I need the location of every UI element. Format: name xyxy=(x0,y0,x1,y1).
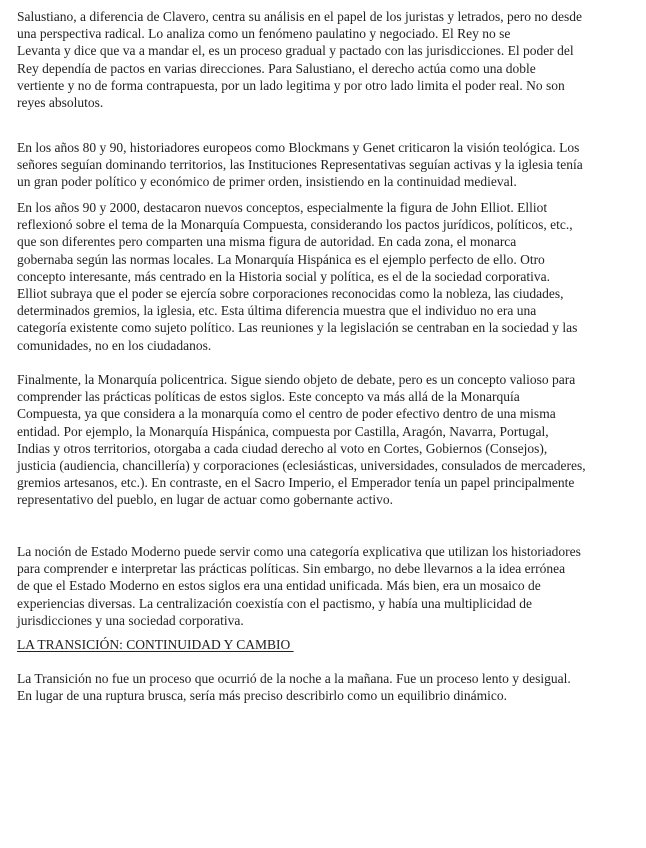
text-line: que son diferentes pero comparten una misma figura de autoridad. En cada zona, el monarca xyxy=(17,234,517,250)
text-line: Salustiano, a diferencia de Clavero, centra su análisis en el papel de los juristas y letrados, pero no desde xyxy=(17,9,582,24)
text-line: En los años 90 y 2000, destacaron nuevos conceptos, especialmente la figura de John Elliot. Elliot xyxy=(17,200,548,215)
paragraph xyxy=(17,8,642,111)
text-line: En los años 80 y 90, historiadores europeos como Blockmans y Genet criticaron la visión teológica. Los xyxy=(17,140,580,155)
text-line: comunidades, no en los ciudadanos. xyxy=(17,337,212,353)
text-line: para comprender e interpretar las prácticas políticas. Sin embargo, no debe llevarnos a la idea errónea xyxy=(17,561,566,577)
text-line: Indias y otros territorios, otorgaba a cada ciudad derecho al voto en Cortes, Gobiernos (Consejos), xyxy=(17,440,548,456)
text-line: Elliot subraya que el poder se ejercía sobre corporaciones reconocidas como la nobleza, las ciudades, xyxy=(17,285,564,301)
text-line: reyes absolutos. xyxy=(17,94,104,110)
text-line: jurisdicciones y una sociedad corporativa. xyxy=(17,612,244,628)
paragraph xyxy=(17,199,642,354)
text-line: entidad. Por ejemplo, la Monarquía Hispánica, compuesta por Castilla, Aragón, Navarra, Portugal, xyxy=(17,423,549,439)
text-line: gremios artesanos, etc.). En contraste, en el Sacro Imperio, el Emperador tenía un papel principalmente xyxy=(17,475,575,491)
text-line: reflexionó sobre el tema de la Monarquía Compuesta, considerando los pactos jurídicos, políticos, etc., xyxy=(17,217,573,233)
text-line: gobernaba según las normas locales. La Monarquía Hispánica es el ejemplo perfecto de ello. Otro xyxy=(17,251,545,267)
text-line: Levanta y dice que va a mandar el, es un proceso gradual y pactado con las jurisdicciones. El poder del xyxy=(17,43,574,59)
text-line: un gran poder político y económico de primer orden, insistiendo en la continuidad medieval. xyxy=(17,174,517,190)
text-line: En lugar de una ruptura brusca, sería más preciso describirlo como un equilibrio dinámico. xyxy=(17,688,507,704)
paragraph xyxy=(17,371,642,509)
text-line: justicia (audiencia, chancillería) y corporaciones (eclesiásticas, universidades, consulados de mercaderes, xyxy=(17,457,586,473)
text-line: señores seguían dominando territorios, las Instituciones Representativas seguían activas y la iglesia tenía xyxy=(17,157,583,173)
text-line: de que el Estado Moderno en estos siglos era una entidad unificada. Más bien, era un mosaico de xyxy=(17,578,541,594)
text-line: categoría existente como sujeto político. Las reuniones y la legislación se centraban en la sociedad y las xyxy=(17,320,578,336)
paragraph xyxy=(17,543,642,629)
paragraph xyxy=(17,670,642,704)
text-line: concepto interesante, más centrado en la Historia social y política, es el de la sociedad corporativa. xyxy=(17,268,551,284)
text-line: Finalmente, la Monarquía policentrica. Sigue siendo objeto de debate, pero es un concepto valioso para xyxy=(17,372,576,387)
text-line: Rey dependía de pactos en varias direcciones. Para Salustiano, el derecho actúa como una doble xyxy=(17,60,536,76)
text-line: representativo del pueblo, en lugar de actuar como gobernante activo. xyxy=(17,492,393,508)
text-line: Compuesta, ya que considera a la monarquía como el centro de poder efectivo dentro de una misma xyxy=(17,406,556,422)
paragraph xyxy=(17,139,642,191)
text-line: una perspectiva radical. Lo analiza como un fenómeno paulatino y negociado. El Rey no se xyxy=(17,26,511,42)
text-line: La noción de Estado Moderno puede servir como una categoría explicativa que utilizan los historiadores xyxy=(17,544,581,559)
section-heading: LA TRANSICIÓN: CONTINUIDAD Y CAMBIO xyxy=(17,637,294,652)
text-line: La Transición no fue un proceso que ocurrió de la noche a la mañana. Fue un proceso lento y desigual. xyxy=(17,671,571,686)
text-line: determinados gremios, la iglesia, etc. Esta última diferencia muestra que el individuo no era una xyxy=(17,303,537,319)
text-line: experiencias diversas. La centralización coexistía con el pactismo, y había una multiplicidad de xyxy=(17,595,533,611)
text-line: comprender las prácticas políticas de estos siglos. Este concepto va más allá de la Monarquía xyxy=(17,389,520,405)
text-line: vertiente y no de forma contrapuesta, por un lado legitima y por otro lado limita el poder real. No son xyxy=(17,77,565,93)
